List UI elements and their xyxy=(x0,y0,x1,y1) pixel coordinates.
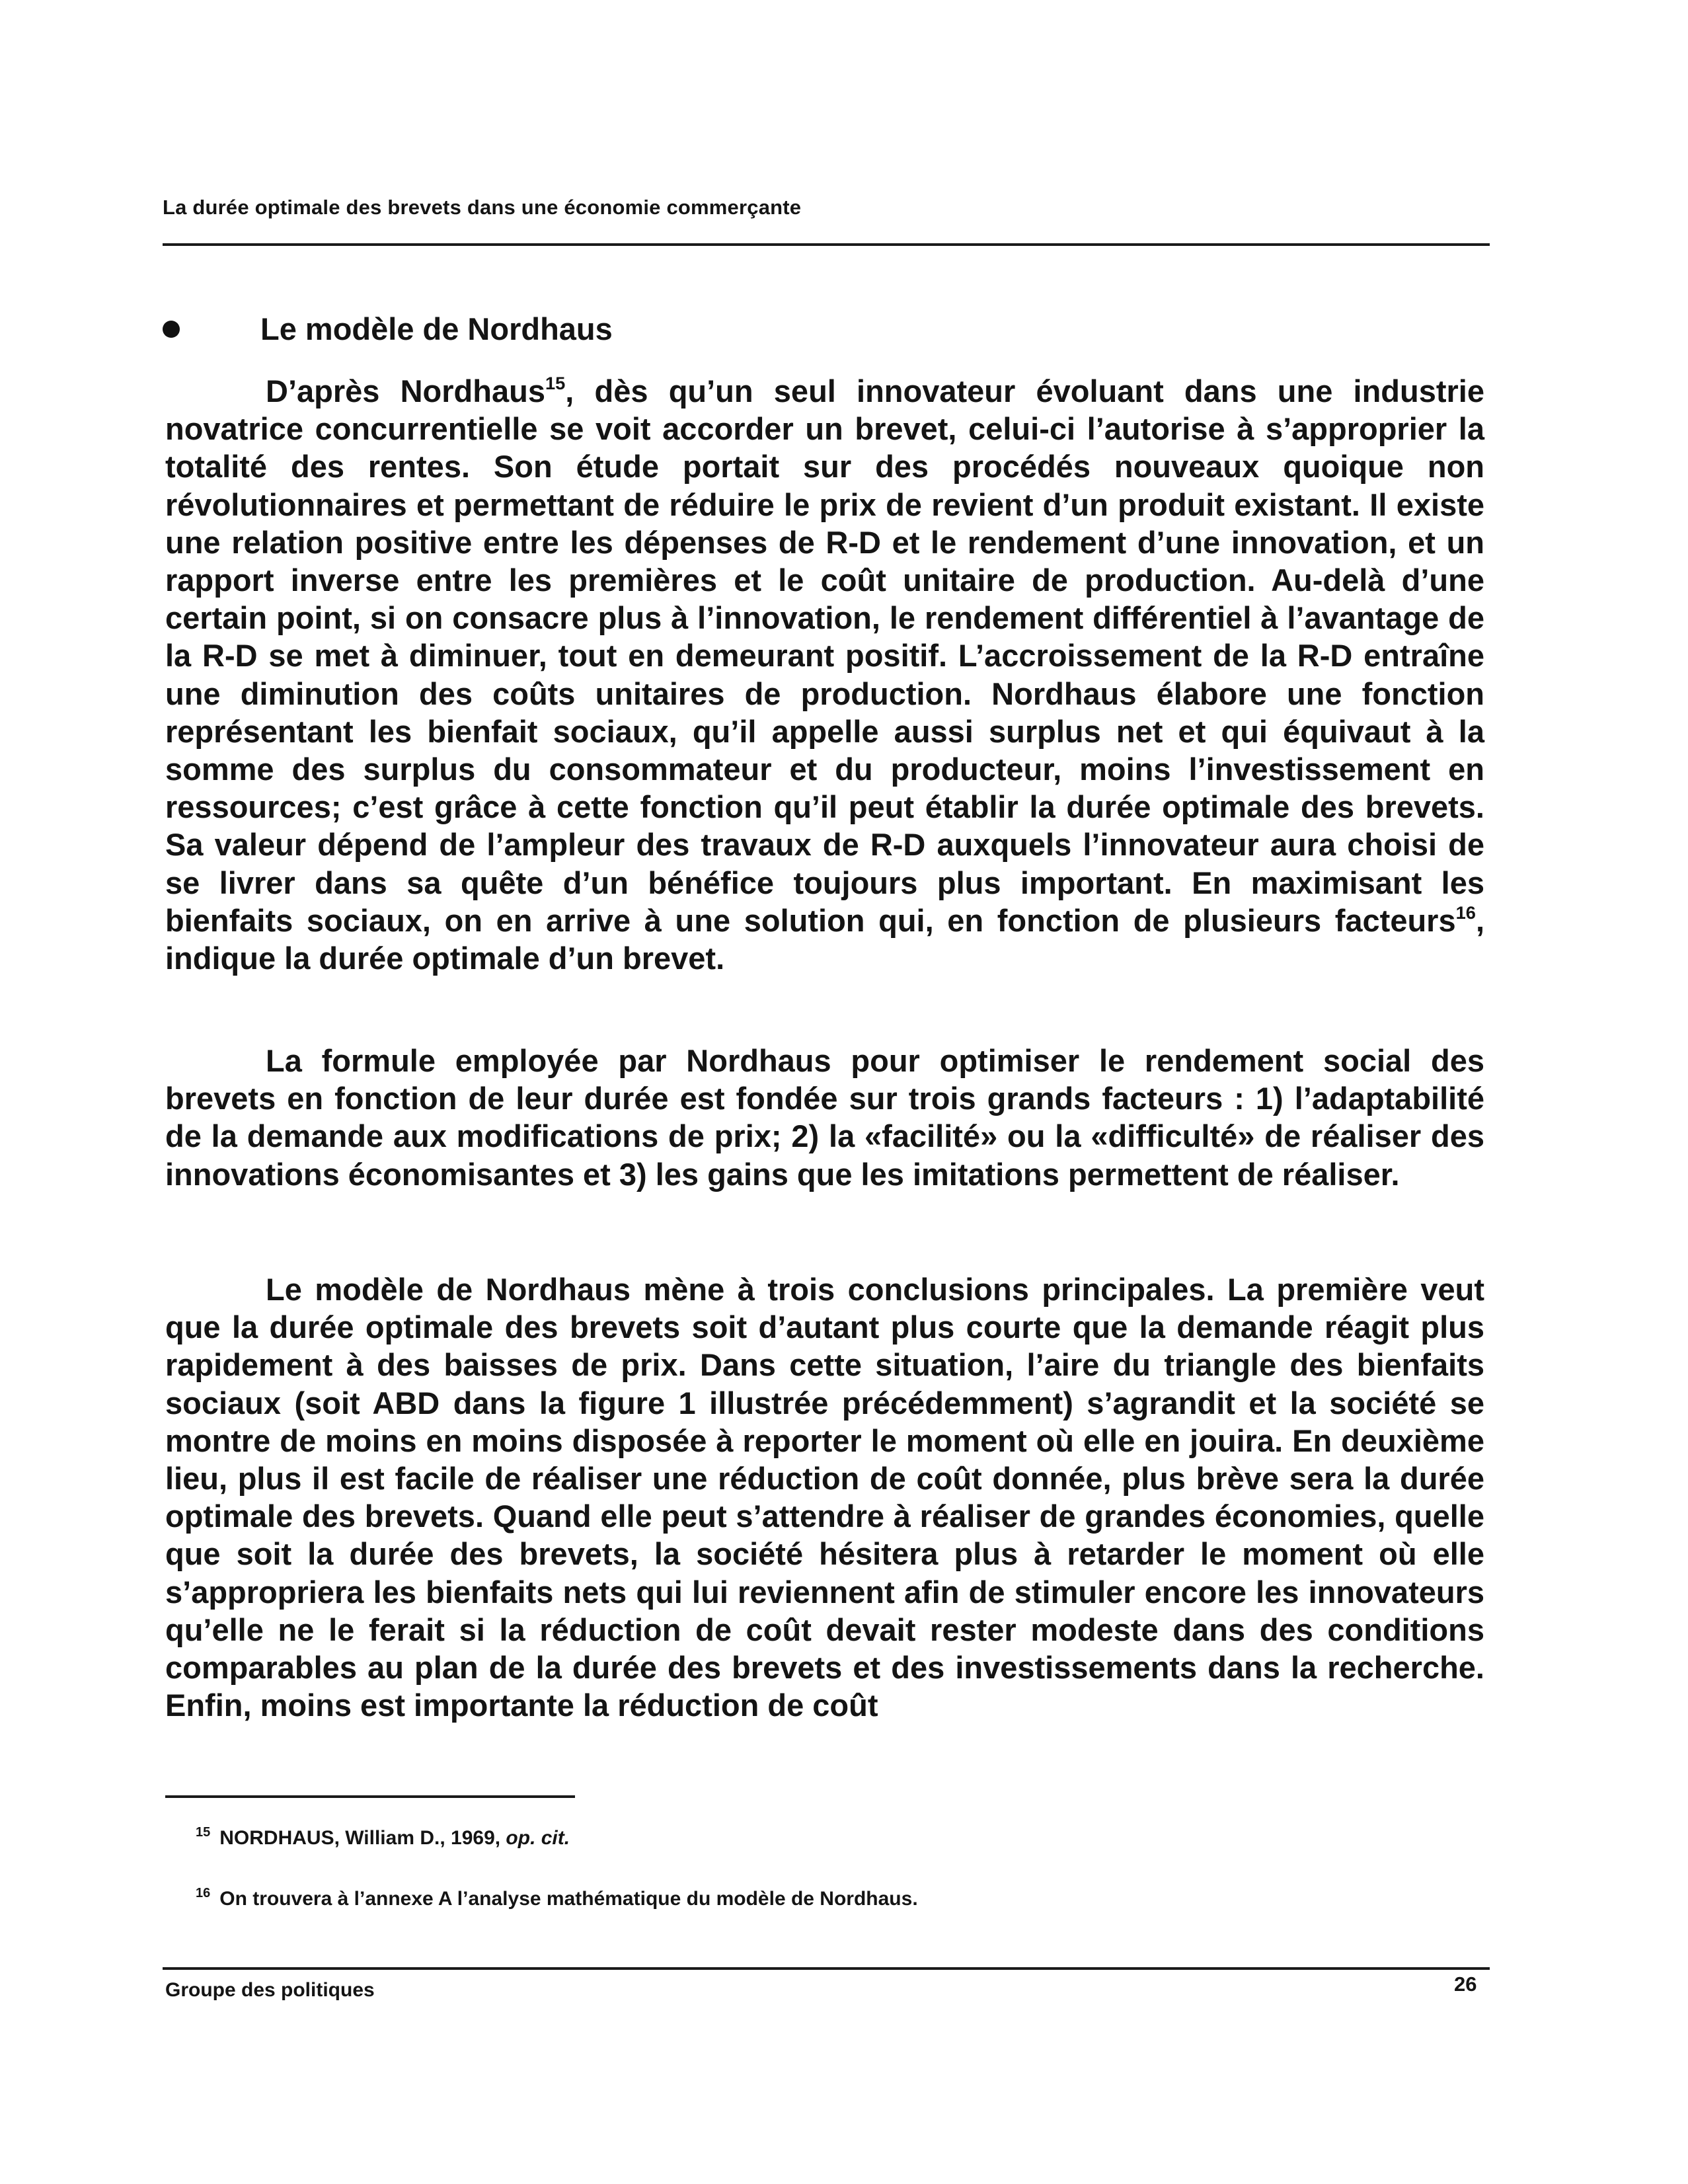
header-rule xyxy=(163,243,1490,246)
footer-publisher: Groupe des politiques xyxy=(165,1979,375,2001)
paragraph-3-text: Le modèle de Nordhaus mène à trois conclusions principales. La première veut que la durée optimale des brevets soit d’autant plus courte que la demande réagit plus rapidement à des baisses de prix. Dans cette situation, l’aire du triangle des bienfaits sociaux (soit ABD dans la figure 1 illustrée précédemment) s’agrandit et la société se montre de moins en moins disposée à reporter le moment où elle en jouira. En deuxième lieu, plus il est facile de réaliser une réduction de coût donnée, plus brève sera la durée optimale des brevets. Quand elle peut s’attendre à réaliser de grandes économies, quelle que soit la durée des brevets, la société hésitera plus à retarder le moment où elle s’appropriera les bienfaits nets qui lui reviennent afin de stimuler encore les innovateurs qu’elle ne le ferait si la réduction de coût devait rester modeste dans des conditions comparables au plan de la durée des brevets et des investissements dans la recherche. Enfin, moins est importante la réduction de coût xyxy=(165,1272,1484,1723)
page-number: 26 xyxy=(1454,1972,1477,1996)
paragraph-1-body: , dès qu’un seul innovateur évoluant dans une industrie novatrice concurrentielle se voit accorder un brevet, celui-ci l’autorise à s’approprier la totalité des rentes. Son étude portait sur des procédés nouveaux quoique non révolutionnaires et permettant de réduire le prix de revient d’un produit existant. Il existe une relation positive entre les dépenses de R-D et le rendement d’une innovation, et un rapport inverse entre les premières et le coût unitaire de production. Au-delà d’une certain point, si on consacre plus à l’innovation, le rendement différentiel à l’avantage de la R-D se met à diminuer, tout en demeurant positif. L’accroissement de la R-D entraîne une diminution des coûts unitaires de production. Nordhaus élabore une fonction représentant les bienfait sociaux, qu’il appelle aussi surplus net et qui équivaut à la somme des surplus du consommateur et du producteur, moins l’investissement en ressources; c’est grâce à cette fonction qu’il peut établir la durée optimale des brevets. Sa valeur dépend de l’ampleur des travaux de R-D auxquels l’innovateur aura choisi de se livrer dans sa quête d’un bénéfice toujours plus important. En maximisant les bienfaits sociaux, on en arrive à une solution qui, en fonction de plusieurs facteurs xyxy=(165,373,1485,938)
footnote-16 xyxy=(196,1886,918,1910)
footnote-mark: 16 xyxy=(196,1886,211,1900)
bullet-icon xyxy=(163,321,180,338)
section-heading-text: Le modèle de Nordhaus xyxy=(260,311,613,346)
footer-rule xyxy=(163,1967,1490,1970)
footnote-mark: 15 xyxy=(196,1825,211,1840)
paragraph-2 xyxy=(165,1042,1484,1193)
paragraph-2-text: La formule employée par Nordhaus pour optimiser le rendement social des brevets en fonction de leur durée est fondée sur trois grands facteurs : 1) l’adaptabilité de la demande aux modifications de prix; 2) la «facilité» ou la «difficulté» de réaliser des innovations économisantes et 3) les gains que les imitations permettent de réaliser. xyxy=(165,1043,1484,1192)
paragraph-1-start: D’après Nordhaus xyxy=(266,373,545,409)
paragraph-1 xyxy=(165,372,1484,977)
footnote-text: NORDHAUS, William D., 1969, xyxy=(219,1827,506,1849)
footnote-ref-16[interactable]: 16 xyxy=(1455,902,1476,923)
section-heading xyxy=(163,311,613,347)
footnote-ref-15[interactable]: 15 xyxy=(545,372,566,393)
paragraph-1-end: , indique la durée optimale d’un brevet. xyxy=(165,902,1484,976)
running-header: La durée optimale des brevets dans une économie commerçante xyxy=(163,196,802,219)
paragraph-3 xyxy=(165,1270,1484,1724)
footnote-italic-text: op. cit. xyxy=(506,1827,570,1849)
footnote-separator xyxy=(165,1795,575,1798)
footnote-15 xyxy=(196,1825,570,1850)
footnote-text: On trouvera à l’annexe A l’analyse mathématique du modèle de Nordhaus. xyxy=(219,1888,918,1910)
